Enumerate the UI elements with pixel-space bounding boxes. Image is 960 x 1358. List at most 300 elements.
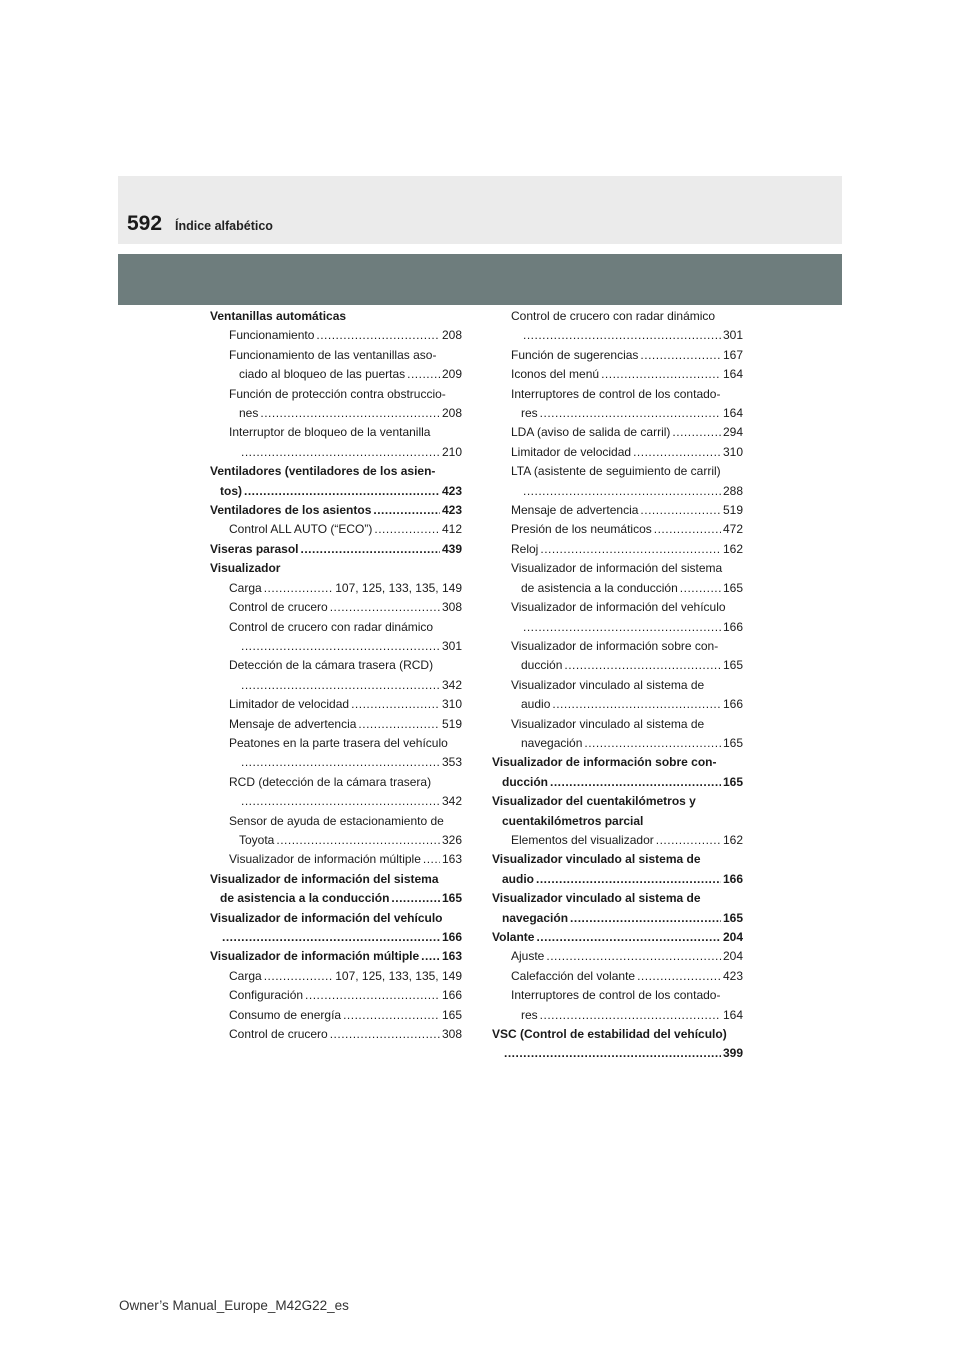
entry-text: Calefacción del volante xyxy=(511,968,636,983)
page-ref: 163 xyxy=(441,852,462,867)
entry-text: Visualizador de información sobre con- xyxy=(511,638,719,653)
index-entry xyxy=(229,326,462,345)
entry-text: audio xyxy=(521,697,551,712)
dot-leader xyxy=(552,695,721,714)
index-entry xyxy=(511,365,743,384)
entry-line xyxy=(229,1025,462,1044)
page-ref: 165 xyxy=(441,1007,462,1022)
dot-leader xyxy=(546,947,721,966)
entry-text: Carga xyxy=(229,968,262,983)
entry-text: Peatones en la parte trasera del vehículo xyxy=(229,735,448,750)
entry-text: Presión de los neumáticos xyxy=(511,522,652,537)
entry-line xyxy=(511,559,743,578)
index-entry xyxy=(229,812,462,851)
page-ref: 301 xyxy=(722,328,743,343)
entry-line xyxy=(210,482,462,501)
dot-leader xyxy=(264,967,334,986)
index-entry xyxy=(492,753,743,792)
entry-line xyxy=(511,947,743,966)
entry-line xyxy=(492,909,743,928)
entry-line xyxy=(229,986,462,1005)
dot-leader xyxy=(301,540,440,559)
entry-line xyxy=(229,520,462,539)
index-entry xyxy=(210,559,462,578)
entry-line xyxy=(511,365,743,384)
dot-leader xyxy=(680,579,721,598)
page-ref: 208 xyxy=(441,328,462,343)
index-entry xyxy=(511,462,743,501)
index-entry xyxy=(511,540,743,559)
dot-leader xyxy=(421,947,440,966)
entry-line xyxy=(492,812,743,831)
entry-line xyxy=(229,326,462,345)
page-ref: 165 xyxy=(722,910,743,925)
entry-line xyxy=(511,618,743,637)
page-ref: 288 xyxy=(722,483,743,498)
entry-text: navegación xyxy=(502,910,569,925)
entry-text: Ventiladores (ventiladores de los asien- xyxy=(210,464,436,479)
index-entry xyxy=(210,462,462,501)
entry-line xyxy=(511,715,743,734)
entry-line xyxy=(511,579,743,598)
entry-text: Visualizador del cuentakilómetros y xyxy=(492,794,696,809)
page-ref: 166 xyxy=(441,988,462,1003)
entry-line xyxy=(229,385,462,404)
entry-text: Viseras parasol xyxy=(210,541,299,556)
page-ref: 294 xyxy=(722,425,743,440)
index-entry xyxy=(511,559,743,598)
index-entry xyxy=(229,695,462,714)
page-ref: 162 xyxy=(722,832,743,847)
page-ref: 301 xyxy=(441,638,462,653)
entry-line xyxy=(229,618,462,637)
index-entry xyxy=(210,501,462,520)
index-entry xyxy=(210,909,462,948)
entry-text: VSC (Control de estabilidad del vehículo) xyxy=(492,1027,727,1042)
index-entry xyxy=(229,1025,462,1044)
dot-leader xyxy=(343,1006,440,1025)
index-entry xyxy=(492,850,743,889)
page-ref: 166 xyxy=(722,697,743,712)
index-entry xyxy=(511,501,743,520)
entry-line xyxy=(492,1025,743,1044)
index-entry xyxy=(229,656,462,695)
entry-line xyxy=(229,831,462,850)
entry-line xyxy=(229,423,462,442)
index-column-left xyxy=(210,307,462,1044)
section-banner xyxy=(118,254,842,305)
dot-leader xyxy=(633,443,721,462)
page-ref: 399 xyxy=(722,1046,743,1061)
dot-leader xyxy=(536,870,721,889)
entry-text: cuentakilómetros parcial xyxy=(502,813,644,828)
entry-line xyxy=(511,967,743,986)
entry-line xyxy=(210,928,462,947)
entry-line xyxy=(511,734,743,753)
index-entry xyxy=(229,423,462,462)
dot-leader xyxy=(374,520,440,539)
dot-leader xyxy=(316,326,440,345)
entry-text: Control de crucero con radar dinámico xyxy=(229,619,434,634)
index-entry xyxy=(511,423,743,442)
entry-line xyxy=(229,443,462,462)
entry-text: Sensor de ayuda de estacionamiento de xyxy=(229,813,444,828)
dot-leader xyxy=(241,792,440,811)
entry-line xyxy=(492,870,743,889)
page-ref: 310 xyxy=(722,444,743,459)
entry-line xyxy=(229,753,462,772)
entry-text: Función de protección contra obstruccio- xyxy=(229,386,446,401)
page-number: 592 xyxy=(127,212,163,235)
index-entry xyxy=(229,734,462,773)
dot-leader xyxy=(550,773,721,792)
index-entry xyxy=(511,307,743,346)
entry-line xyxy=(229,850,462,869)
entry-text: Detección de la cámara trasera (RCD) xyxy=(229,658,434,673)
index-entry xyxy=(511,346,743,365)
entry-text: Visualizador de información del sistema xyxy=(210,871,439,886)
entry-text: Ajuste xyxy=(511,949,545,964)
entry-line xyxy=(511,520,743,539)
entry-text: nes xyxy=(239,406,259,421)
page-ref: 163 xyxy=(441,949,462,964)
page-ref: 412 xyxy=(441,522,462,537)
entry-text: Control ALL AUTO (“ECO”) xyxy=(229,522,373,537)
entry-line xyxy=(511,346,743,365)
page-ref: 166 xyxy=(722,871,743,886)
dot-leader xyxy=(564,656,721,675)
page-ref: 107, 125, 133, 135, 149 xyxy=(335,968,462,983)
dot-leader xyxy=(260,404,440,423)
entry-line xyxy=(511,307,743,326)
entry-line xyxy=(210,501,462,520)
page-ref: 107, 125, 133, 135, 149 xyxy=(335,580,462,595)
dot-leader xyxy=(504,1044,721,1063)
entry-line xyxy=(511,986,743,1005)
page-ref: 439 xyxy=(441,541,462,556)
entry-text: res xyxy=(521,1007,538,1022)
index-entry xyxy=(210,307,462,326)
entry-text: Interruptores de control de los contado- xyxy=(511,386,721,401)
dot-leader xyxy=(351,695,440,714)
entry-text: Visualizador de información del vehículo xyxy=(511,600,726,615)
entry-text: Mensaje de advertencia xyxy=(229,716,357,731)
entry-line xyxy=(210,889,462,908)
page-ref: 162 xyxy=(722,541,743,556)
entry-text: de asistencia a la conducción xyxy=(220,891,390,906)
index-entry xyxy=(511,385,743,424)
index-entry xyxy=(511,986,743,1025)
entry-line xyxy=(511,423,743,442)
index-entry xyxy=(492,889,743,928)
entry-text: Reloj xyxy=(511,541,539,556)
entry-line xyxy=(511,462,743,481)
page-ref: 204 xyxy=(722,930,743,944)
entry-line xyxy=(229,792,462,811)
entry-text: Visualizador de información sobre con- xyxy=(492,755,717,770)
entry-text: Visualizador vinculado al sistema de xyxy=(511,677,705,692)
entry-line xyxy=(492,792,743,811)
page-ref: 166 xyxy=(722,619,743,634)
page-ref: 342 xyxy=(441,794,462,809)
entry-line xyxy=(511,385,743,404)
dot-leader xyxy=(330,598,440,617)
entry-text: Control de crucero xyxy=(229,1027,328,1042)
dot-leader xyxy=(540,404,721,423)
entry-text: ciado al bloqueo de las puertas xyxy=(239,367,406,382)
entry-line xyxy=(511,695,743,714)
index-entry xyxy=(229,715,462,734)
entry-line xyxy=(492,850,743,869)
page-ref: 165 xyxy=(441,891,462,906)
entry-text: Control de crucero con radar dinámico xyxy=(511,309,716,323)
entry-text: Limitador de velocidad xyxy=(229,697,350,712)
entry-line xyxy=(210,559,462,578)
dot-leader xyxy=(373,501,440,520)
page-ref: 208 xyxy=(441,406,462,421)
page-ref: 308 xyxy=(441,1027,462,1042)
page-ref: 165 xyxy=(722,735,743,750)
dot-leader xyxy=(637,967,721,986)
entry-text: Consumo de energía xyxy=(229,1007,342,1022)
dot-leader xyxy=(358,715,440,734)
dot-leader xyxy=(656,831,721,850)
entry-text: Toyota xyxy=(239,832,275,847)
entry-text: Funcionamiento de las ventanillas aso- xyxy=(229,347,437,362)
entry-text: Limitador de velocidad xyxy=(511,444,632,459)
dot-leader xyxy=(654,520,721,539)
dot-leader xyxy=(264,579,334,598)
section-title: Índice alfabético xyxy=(175,219,273,233)
entry-line xyxy=(511,637,743,656)
entry-line xyxy=(492,1044,743,1063)
dot-leader xyxy=(241,443,440,462)
index-entry xyxy=(511,831,743,850)
entry-line xyxy=(229,967,462,986)
dot-leader xyxy=(570,909,721,928)
entry-line xyxy=(210,909,462,928)
entry-text: de asistencia a la conducción xyxy=(521,580,678,595)
entry-line xyxy=(229,1006,462,1025)
entry-text: Elementos del visualizador xyxy=(511,832,654,847)
entry-text: Ventiladores de los asientos xyxy=(210,503,372,518)
entry-text: Visualizador de información del sistema xyxy=(511,561,723,576)
entry-line xyxy=(511,404,743,423)
entry-text: LTA (asistente de seguimiento de carril) xyxy=(511,464,721,479)
dot-leader xyxy=(241,637,440,656)
entry-line xyxy=(229,812,462,831)
entry-line xyxy=(229,676,462,695)
entry-line xyxy=(492,889,743,908)
index-entry xyxy=(492,792,743,831)
entry-text: tos) xyxy=(220,483,242,498)
page-ref: 165 xyxy=(722,658,743,673)
entry-line xyxy=(229,637,462,656)
index-entry xyxy=(229,579,462,598)
entry-text: Ventanillas automáticas xyxy=(210,309,347,323)
entry-line xyxy=(492,928,743,947)
page-ref: 167 xyxy=(722,347,743,362)
footer-text: Owner’s Manual_Europe_M42G22_es xyxy=(119,1298,349,1313)
entry-text: Funcionamiento xyxy=(229,328,315,343)
index-entry xyxy=(210,540,462,559)
entry-text: navegación xyxy=(521,735,583,750)
entry-line xyxy=(229,579,462,598)
page-ref: 342 xyxy=(441,677,462,692)
page-ref: 165 xyxy=(722,774,743,789)
index-entry xyxy=(210,870,462,909)
entry-text: Interruptores de control de los contado- xyxy=(511,988,721,1003)
entry-line xyxy=(511,598,743,617)
dot-leader xyxy=(584,734,721,753)
dot-leader xyxy=(523,482,721,501)
dot-leader xyxy=(536,928,721,947)
entry-line xyxy=(229,715,462,734)
entry-text: Interruptor de bloqueo de la ventanilla xyxy=(229,425,431,440)
page-ref: 209 xyxy=(441,367,462,382)
index-entry xyxy=(511,676,743,715)
page-ref: 164 xyxy=(722,406,743,421)
index-entry xyxy=(511,637,743,676)
entry-line xyxy=(229,734,462,753)
page-ref: 519 xyxy=(441,716,462,731)
entry-text: Iconos del menú xyxy=(511,367,600,382)
dot-leader xyxy=(391,889,440,908)
page-ref: 423 xyxy=(441,483,462,498)
index-entry xyxy=(229,598,462,617)
entry-text: ducción xyxy=(502,774,549,789)
entry-line xyxy=(210,870,462,889)
index-entry xyxy=(511,520,743,539)
dot-leader xyxy=(523,326,721,345)
entry-text: Visualizador vinculado al sistema de xyxy=(492,852,701,867)
entry-line xyxy=(210,462,462,481)
entry-line xyxy=(210,307,462,326)
dot-leader xyxy=(601,365,721,384)
entry-line xyxy=(511,540,743,559)
index-entry xyxy=(511,598,743,637)
index-entry xyxy=(210,947,462,966)
page-ref: 164 xyxy=(722,1007,743,1022)
page-ref: 423 xyxy=(441,503,462,518)
dot-leader xyxy=(540,1006,721,1025)
entry-text: Visualizador de información múltiple xyxy=(210,949,420,964)
index-entry xyxy=(511,967,743,986)
page-ref: 210 xyxy=(441,444,462,459)
index-entry xyxy=(229,967,462,986)
entry-line xyxy=(229,598,462,617)
entry-text: Visualizador de información múltiple xyxy=(229,852,421,867)
entry-line xyxy=(511,501,743,520)
index-entry xyxy=(229,850,462,869)
page-ref: 310 xyxy=(441,697,462,712)
page-ref: 423 xyxy=(722,968,743,983)
index-entry xyxy=(229,1006,462,1025)
entry-text: Visualizador xyxy=(210,561,281,576)
index-entry xyxy=(492,928,743,947)
entry-text: Mensaje de advertencia xyxy=(511,503,639,518)
entry-line xyxy=(210,947,462,966)
entry-text: Visualizador vinculado al sistema de xyxy=(492,891,701,906)
entry-line xyxy=(229,365,462,384)
index-entry xyxy=(229,773,462,812)
dot-leader xyxy=(241,753,440,772)
dot-leader xyxy=(672,423,721,442)
entry-line xyxy=(210,540,462,559)
page-ref: 472 xyxy=(722,522,743,537)
entry-line xyxy=(511,443,743,462)
dot-leader xyxy=(305,986,440,1005)
page-ref: 519 xyxy=(722,503,743,518)
dot-leader xyxy=(222,928,440,947)
dot-leader xyxy=(540,540,721,559)
entry-text: RCD (detección de la cámara trasera) xyxy=(229,774,432,789)
index-entry xyxy=(229,520,462,539)
index-entry xyxy=(229,385,462,424)
entry-line xyxy=(229,656,462,675)
index-entry xyxy=(511,947,743,966)
entry-line xyxy=(229,346,462,365)
index-entry xyxy=(511,443,743,462)
dot-leader xyxy=(241,676,440,695)
page-ref: 204 xyxy=(722,949,743,964)
entry-text: Configuración xyxy=(229,988,304,1003)
dot-leader xyxy=(640,346,721,365)
entry-line xyxy=(511,326,743,345)
entry-text: LDA (aviso de salida de carril) xyxy=(511,425,671,440)
entry-text: Control de crucero xyxy=(229,600,328,615)
header-band xyxy=(118,176,842,244)
entry-line xyxy=(229,404,462,423)
entry-text: Carga xyxy=(229,580,262,595)
index-entry xyxy=(511,715,743,754)
page-ref: 326 xyxy=(441,832,462,847)
dot-leader xyxy=(276,831,440,850)
entry-line xyxy=(511,656,743,675)
page-ref: 166 xyxy=(441,930,462,944)
entry-line xyxy=(492,753,743,772)
entry-line xyxy=(511,1006,743,1025)
index-entry xyxy=(229,986,462,1005)
entry-text: Volante xyxy=(492,930,535,944)
entry-text: audio xyxy=(502,871,534,886)
dot-leader xyxy=(423,850,440,869)
entry-text: Visualizador de información del vehículo xyxy=(210,910,443,925)
entry-line xyxy=(511,676,743,695)
entry-line xyxy=(492,773,743,792)
dot-leader xyxy=(244,482,440,501)
dot-leader xyxy=(640,501,721,520)
dot-leader xyxy=(330,1025,440,1044)
page-ref: 308 xyxy=(441,600,462,615)
entry-text: Visualizador vinculado al sistema de xyxy=(511,716,705,731)
page-ref: 353 xyxy=(441,755,462,770)
entry-text: res xyxy=(521,406,538,421)
entry-line xyxy=(229,773,462,792)
page-ref: 165 xyxy=(722,580,743,595)
index-entry xyxy=(229,346,462,385)
entry-line xyxy=(511,482,743,501)
entry-line xyxy=(229,695,462,714)
dot-leader xyxy=(523,618,721,637)
page-ref: 164 xyxy=(722,367,743,382)
index-entry xyxy=(492,1025,743,1064)
entry-text: ducción xyxy=(521,658,563,673)
entry-text: Función de sugerencias xyxy=(511,347,639,362)
index-column-right xyxy=(492,307,743,1064)
index-entry xyxy=(229,618,462,657)
entry-line xyxy=(511,831,743,850)
